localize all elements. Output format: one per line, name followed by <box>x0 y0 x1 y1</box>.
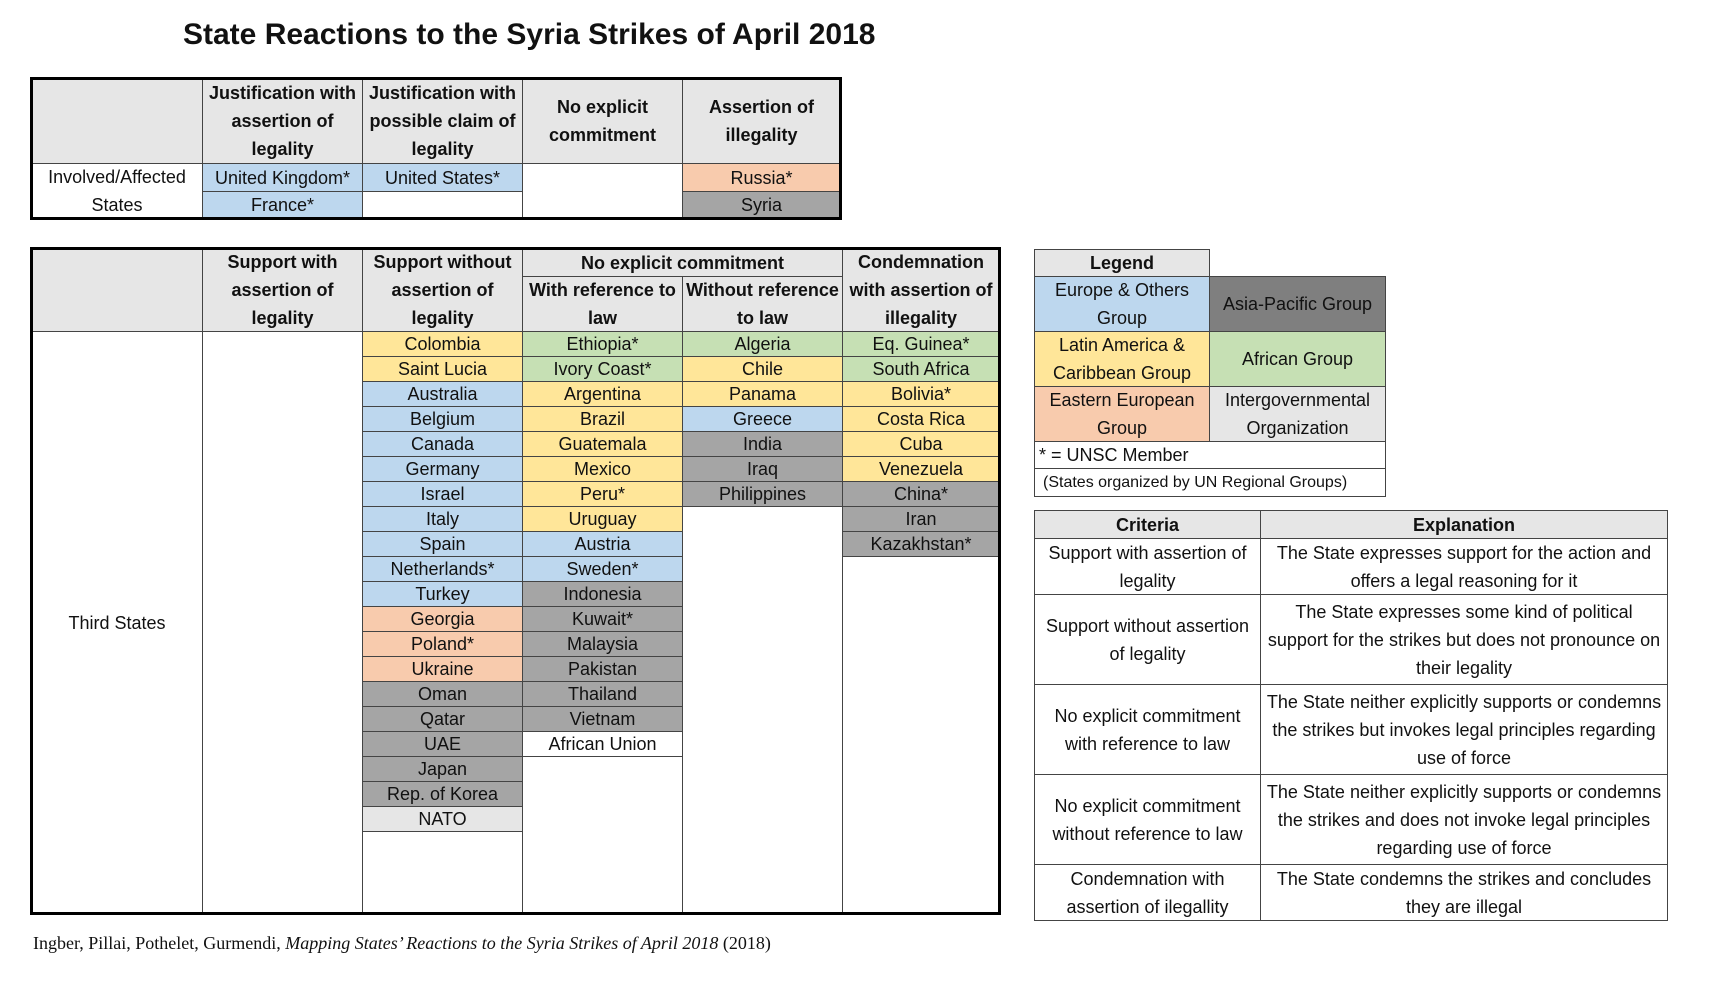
state-cell: Panama <box>682 381 843 407</box>
legend-latin-america: Latin America & Caribbean Group <box>1034 331 1210 387</box>
state-cell: Poland* <box>362 631 523 657</box>
state-cell: Indonesia <box>522 581 683 607</box>
state-cell: Colombia <box>362 331 523 357</box>
state-cell: Pakistan <box>522 656 683 682</box>
state-cell: Austria <box>522 531 683 557</box>
state-cell: NATO <box>362 806 523 832</box>
citation-title: Mapping States’ Reactions to the Syria Strikes of April 2018 <box>285 933 719 953</box>
citation-year: (2018) <box>718 933 771 953</box>
state-russia: Russia* <box>682 163 841 192</box>
citation <box>33 933 771 954</box>
state-cell: Vietnam <box>522 706 683 732</box>
page-title: State Reactions to the Syria Strikes of April 2018 <box>183 18 876 51</box>
state-cell: African Union <box>522 731 683 757</box>
state-cell: Algeria <box>682 331 843 357</box>
legend-intergovernmental: Intergovernmental Organization <box>1209 386 1386 442</box>
empty-cell <box>522 163 683 219</box>
state-cell: Philippines <box>682 481 843 507</box>
state-france: France* <box>202 191 363 219</box>
header-support-without: Support without assertion of legality <box>362 248 523 332</box>
state-united-states: United States* <box>362 163 523 192</box>
state-cell: Uruguay <box>522 506 683 532</box>
legend-europe-others: Europe & Others Group <box>1034 276 1210 332</box>
third-states-row-label: Third States <box>31 331 203 914</box>
state-cell: Greece <box>682 406 843 432</box>
with-reference-column <box>522 331 683 914</box>
state-cell: Costa Rica <box>842 406 1000 432</box>
state-cell: Israel <box>362 481 523 507</box>
criteria-header: Criteria <box>1034 510 1261 539</box>
top-corner-cell <box>31 78 203 164</box>
header-with-reference: With reference to law <box>522 276 683 332</box>
explanation-cell: The State condemns the strikes and concludes they are illegal <box>1260 864 1668 921</box>
state-cell: Thailand <box>522 681 683 707</box>
criteria-cell: Condemnation with assertion of ilegallity <box>1034 864 1261 921</box>
state-cell: Ivory Coast* <box>522 356 683 382</box>
header-no-commitment: No explicit commitment <box>522 248 843 277</box>
state-cell: Guatemala <box>522 431 683 457</box>
state-cell: Georgia <box>362 606 523 632</box>
header-without-reference: Without reference to law <box>682 276 843 332</box>
state-cell: Iran <box>842 506 1000 532</box>
state-cell: Oman <box>362 681 523 707</box>
legend-eastern-european: Eastern European Group <box>1034 386 1210 442</box>
state-cell: Spain <box>362 531 523 557</box>
explanation-header: Explanation <box>1260 510 1668 539</box>
state-cell: Netherlands* <box>362 556 523 582</box>
state-cell: China* <box>842 481 1000 507</box>
state-cell: India <box>682 431 843 457</box>
header-condemnation: Condemnation with assertion of illegality <box>842 248 1000 332</box>
state-cell: Iraq <box>682 456 843 482</box>
state-united-kingdom: United Kingdom* <box>202 163 363 192</box>
state-cell: Kazakhstan* <box>842 531 1000 557</box>
state-cell: Peru* <box>522 481 683 507</box>
state-cell: Argentina <box>522 381 683 407</box>
state-cell: Malaysia <box>522 631 683 657</box>
condemnation-column <box>842 331 1000 914</box>
legend-asia-pacific: Asia-Pacific Group <box>1209 276 1386 332</box>
explanation-cell: The State expresses some kind of political support for the strikes but does not pronounce on their legality <box>1260 594 1668 685</box>
explanation-cell: The State expresses support for the action and offers a legal reasoning for it <box>1260 538 1668 595</box>
criteria-cell: Support without assertion of legality <box>1034 594 1261 685</box>
state-cell: Rep. of Korea <box>362 781 523 807</box>
explanation-cell: The State neither explicitly supports or condemns the strikes but invokes legal principles regarding use of force <box>1260 684 1668 775</box>
legend-african: African Group <box>1209 331 1386 387</box>
state-cell: Ukraine <box>362 656 523 682</box>
top-header-no-commitment: No explicit commitment <box>522 78 683 164</box>
state-cell: Chile <box>682 356 843 382</box>
legend-title: Legend <box>1034 249 1210 277</box>
state-cell: Cuba <box>842 431 1000 457</box>
state-cell: South Africa <box>842 356 1000 382</box>
citation-authors: Ingber, Pillai, Pothelet, Gurmendi, <box>33 933 286 953</box>
top-header-illegality: Assertion of illegality <box>682 78 841 164</box>
state-syria: Syria <box>682 191 841 219</box>
support-with-column-empty <box>202 331 363 914</box>
legend-groups-note: (States organized by UN Regional Groups) <box>1034 468 1386 497</box>
state-cell: Belgium <box>362 406 523 432</box>
state-cell: UAE <box>362 731 523 757</box>
state-cell: Japan <box>362 756 523 782</box>
legend-unsc-note: * = UNSC Member <box>1034 441 1386 469</box>
without-reference-column <box>682 331 843 914</box>
state-cell: Mexico <box>522 456 683 482</box>
involved-row-label: Involved/Affected States <box>31 163 203 219</box>
state-cell: Sweden* <box>522 556 683 582</box>
state-cell: Italy <box>362 506 523 532</box>
support-without-column <box>362 331 523 914</box>
state-cell: Eq. Guinea* <box>842 331 1000 357</box>
explanation-cell: The State neither explicitly supports or condemns the strikes and does not invoke legal principles regarding use of force <box>1260 774 1668 865</box>
state-cell: Bolivia* <box>842 381 1000 407</box>
state-cell: Germany <box>362 456 523 482</box>
state-cell: Brazil <box>522 406 683 432</box>
state-cell: Kuwait* <box>522 606 683 632</box>
top-header-justification-legality: Justification with assertion of legality <box>202 78 363 164</box>
criteria-cell: Support with assertion of legality <box>1034 538 1261 595</box>
criteria-cell: No explicit commitment with reference to law <box>1034 684 1261 775</box>
criteria-cell: No explicit commitment without reference to law <box>1034 774 1261 865</box>
state-cell: Saint Lucia <box>362 356 523 382</box>
bottom-corner-cell <box>31 248 203 332</box>
top-header-justification-possible: Justification with possible claim of legality <box>362 78 523 164</box>
state-cell: Venezuela <box>842 456 1000 482</box>
header-support-with: Support with assertion of legality <box>202 248 363 332</box>
empty-cell <box>362 191 523 219</box>
state-cell: Qatar <box>362 706 523 732</box>
state-cell: Ethiopia* <box>522 331 683 357</box>
state-cell: Canada <box>362 431 523 457</box>
state-cell: Australia <box>362 381 523 407</box>
state-cell: Turkey <box>362 581 523 607</box>
